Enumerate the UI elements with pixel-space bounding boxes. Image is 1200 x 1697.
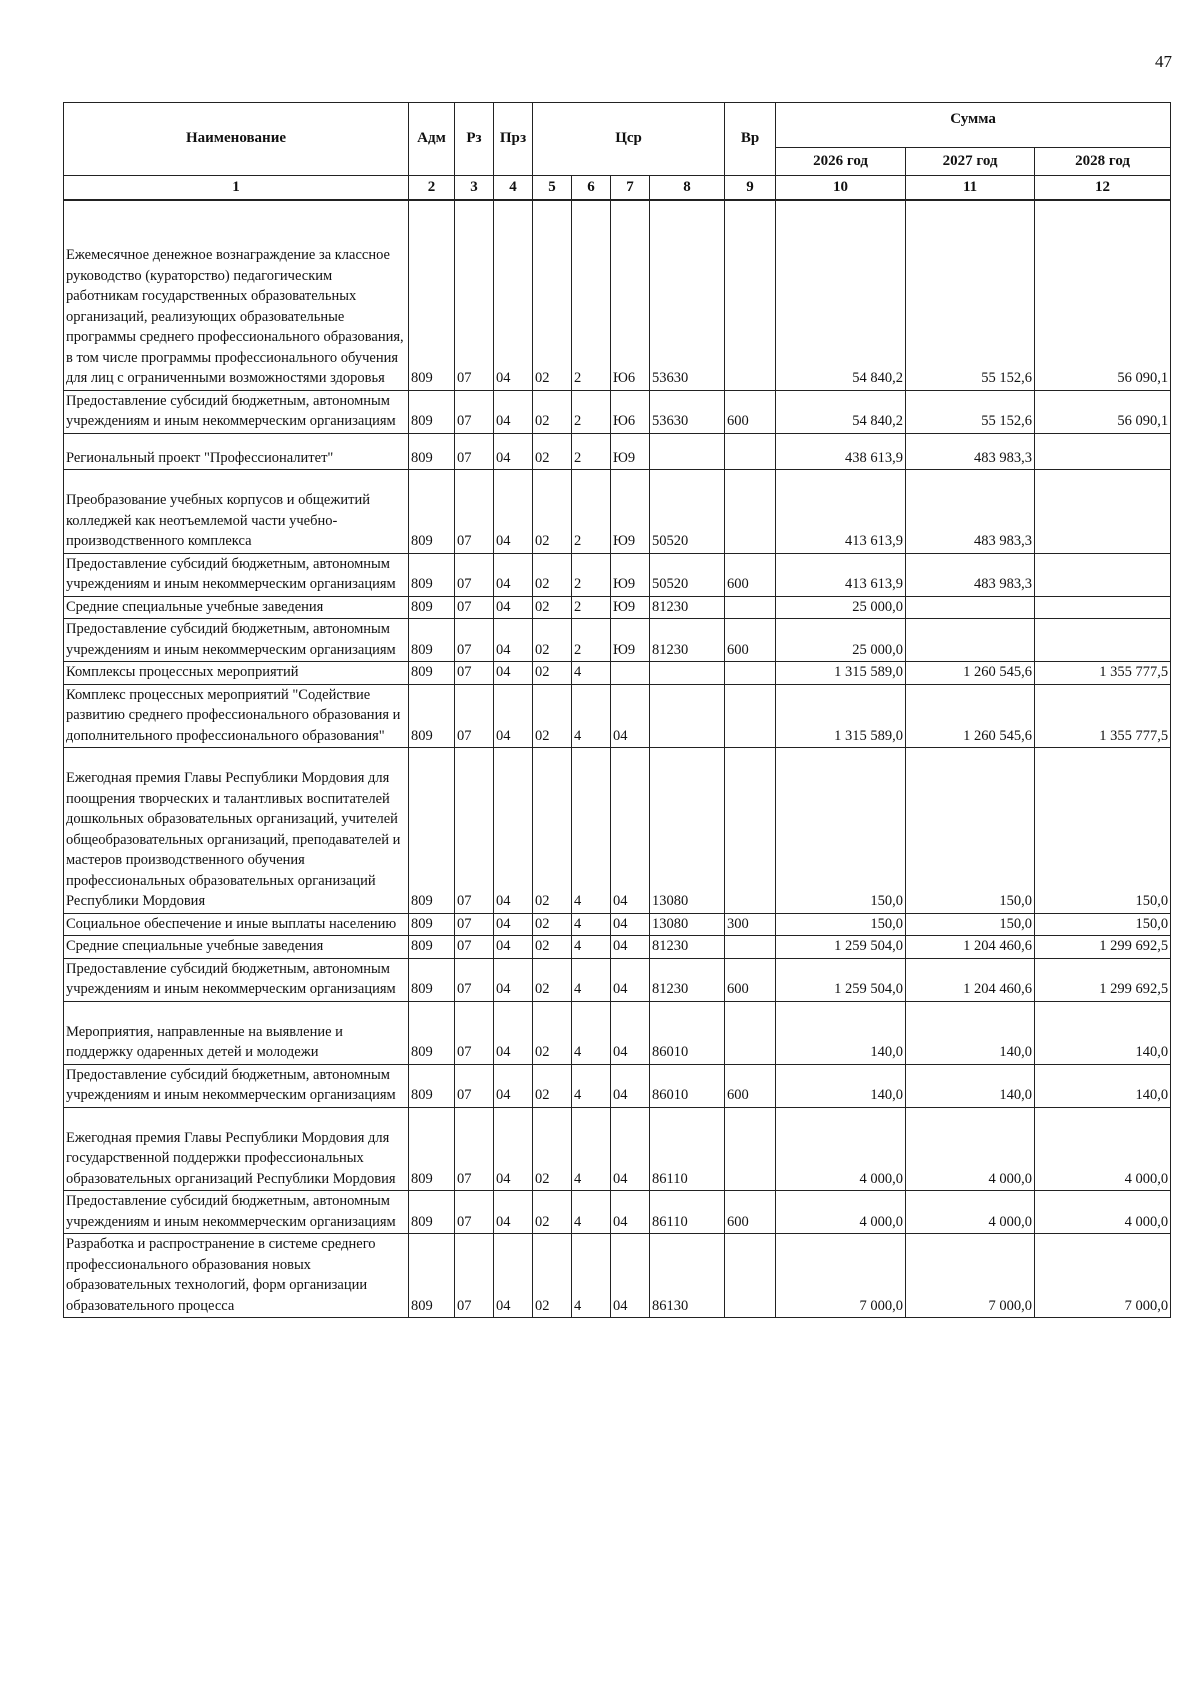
- cell-sum-2026: 413 613,9: [776, 470, 906, 554]
- cell-sum-2027: 7 000,0: [906, 1234, 1035, 1318]
- cell-rz: 07: [455, 958, 494, 1001]
- cell-csr-6: 4: [572, 958, 611, 1001]
- cell-adm: 809: [409, 913, 455, 936]
- cell-sum-2026: 150,0: [776, 913, 906, 936]
- cell-csr-7: Ю9: [611, 553, 650, 596]
- cell-name: Разработка и распространение в системе среднего профессионального образования новых образовательных технологий, форм организации образовательного процесса: [64, 1234, 409, 1318]
- cell-csr-7: Ю9: [611, 619, 650, 662]
- cell-prz: 04: [494, 470, 533, 554]
- cell-adm: 809: [409, 1234, 455, 1318]
- table-row: [64, 1191, 1171, 1234]
- col-number: 11: [906, 176, 1035, 201]
- col-number: 7: [611, 176, 650, 201]
- cell-csr-8: 81230: [650, 596, 725, 619]
- cell-sum-2027: 150,0: [906, 913, 1035, 936]
- cell-csr-6: 2: [572, 200, 611, 390]
- cell-name: Комплексы процессных мероприятий: [64, 662, 409, 685]
- cell-adm: 809: [409, 553, 455, 596]
- cell-rz: 07: [455, 1064, 494, 1107]
- cell-sum-2028: 56 090,1: [1035, 200, 1171, 390]
- cell-prz: 04: [494, 433, 533, 470]
- header-year-2026: 2026 год: [776, 148, 906, 176]
- cell-vr: 600: [725, 1064, 776, 1107]
- table-row: [64, 662, 1171, 685]
- cell-vr: [725, 1107, 776, 1191]
- cell-sum-2026: 1 259 504,0: [776, 958, 906, 1001]
- cell-rz: 07: [455, 619, 494, 662]
- cell-vr: 600: [725, 619, 776, 662]
- cell-rz: 07: [455, 748, 494, 914]
- cell-csr-5: 02: [533, 1064, 572, 1107]
- cell-csr-5: 02: [533, 200, 572, 390]
- cell-sum-2026: 7 000,0: [776, 1234, 906, 1318]
- cell-rz: 07: [455, 684, 494, 748]
- col-number: 12: [1035, 176, 1171, 201]
- table-row: [64, 596, 1171, 619]
- cell-csr-8: 86110: [650, 1191, 725, 1234]
- cell-sum-2026: 1 315 589,0: [776, 684, 906, 748]
- table-row: [64, 619, 1171, 662]
- cell-csr-5: 02: [533, 619, 572, 662]
- cell-adm: 809: [409, 1107, 455, 1191]
- cell-adm: 809: [409, 1064, 455, 1107]
- cell-csr-5: 02: [533, 390, 572, 433]
- header-adm: Адм: [409, 103, 455, 176]
- cell-sum-2028: 150,0: [1035, 748, 1171, 914]
- cell-name: Предоставление субсидий бюджетным, автономным учреждениям и иным некоммерческим организациям: [64, 1064, 409, 1107]
- table-row: [64, 958, 1171, 1001]
- cell-prz: 04: [494, 1001, 533, 1064]
- cell-csr-6: 4: [572, 684, 611, 748]
- cell-name: Предоставление субсидий бюджетным, автономным учреждениям и иным некоммерческим организациям: [64, 958, 409, 1001]
- cell-csr-5: 02: [533, 433, 572, 470]
- cell-csr-6: 4: [572, 936, 611, 959]
- cell-sum-2028: 4 000,0: [1035, 1191, 1171, 1234]
- cell-sum-2027: [906, 596, 1035, 619]
- cell-sum-2028: [1035, 596, 1171, 619]
- cell-sum-2027: 1 204 460,6: [906, 958, 1035, 1001]
- cell-sum-2026: 54 840,2: [776, 200, 906, 390]
- cell-sum-2026: 1 259 504,0: [776, 936, 906, 959]
- cell-adm: 809: [409, 1001, 455, 1064]
- cell-name: Средние специальные учебные заведения: [64, 596, 409, 619]
- col-number: 8: [650, 176, 725, 201]
- cell-csr-6: 2: [572, 596, 611, 619]
- cell-csr-5: 02: [533, 958, 572, 1001]
- cell-csr-7: 04: [611, 936, 650, 959]
- cell-rz: 07: [455, 1107, 494, 1191]
- cell-sum-2027: 483 983,3: [906, 470, 1035, 554]
- cell-csr-5: 02: [533, 1234, 572, 1318]
- cell-sum-2027: 140,0: [906, 1001, 1035, 1064]
- cell-prz: 04: [494, 1234, 533, 1318]
- cell-sum-2026: 25 000,0: [776, 619, 906, 662]
- cell-name: Предоставление субсидий бюджетным, автономным учреждениям и иным некоммерческим организациям: [64, 553, 409, 596]
- header-sum: Сумма: [776, 103, 1171, 148]
- cell-rz: 07: [455, 662, 494, 685]
- table-row: [64, 913, 1171, 936]
- cell-csr-7: 04: [611, 684, 650, 748]
- cell-adm: 809: [409, 1191, 455, 1234]
- cell-csr-6: 4: [572, 662, 611, 685]
- cell-prz: 04: [494, 200, 533, 390]
- cell-adm: 809: [409, 200, 455, 390]
- cell-name: Предоставление субсидий бюджетным, автономным учреждениям и иным некоммерческим организациям: [64, 390, 409, 433]
- cell-csr-5: 02: [533, 748, 572, 914]
- cell-csr-7: 04: [611, 748, 650, 914]
- cell-csr-6: 4: [572, 1001, 611, 1064]
- table-row: [64, 1234, 1171, 1318]
- cell-sum-2028: 140,0: [1035, 1001, 1171, 1064]
- cell-vr: 600: [725, 1191, 776, 1234]
- cell-prz: 04: [494, 684, 533, 748]
- cell-adm: 809: [409, 662, 455, 685]
- budget-table: [63, 102, 1171, 1318]
- cell-vr: [725, 936, 776, 959]
- cell-csr-5: 02: [533, 936, 572, 959]
- cell-csr-8: [650, 684, 725, 748]
- cell-name: Предоставление субсидий бюджетным, автономным учреждениям и иным некоммерческим организациям: [64, 1191, 409, 1234]
- page-number: 47: [1155, 52, 1172, 71]
- cell-sum-2028: 1 355 777,5: [1035, 662, 1171, 685]
- cell-vr: 300: [725, 913, 776, 936]
- cell-sum-2027: 1 260 545,6: [906, 684, 1035, 748]
- cell-name: Средние специальные учебные заведения: [64, 936, 409, 959]
- cell-csr-8: 86010: [650, 1001, 725, 1064]
- cell-sum-2028: 4 000,0: [1035, 1107, 1171, 1191]
- cell-name: Комплекс процессных мероприятий "Содействие развитию среднего профессионального образования и дополнительного профессионального образования": [64, 684, 409, 748]
- cell-csr-8: 86110: [650, 1107, 725, 1191]
- cell-name: Региональный проект "Профессионалитет": [64, 433, 409, 470]
- cell-csr-7: Ю9: [611, 470, 650, 554]
- cell-sum-2027: 55 152,6: [906, 200, 1035, 390]
- cell-csr-6: 4: [572, 748, 611, 914]
- cell-csr-5: 02: [533, 684, 572, 748]
- cell-rz: 07: [455, 433, 494, 470]
- table-row: [64, 1107, 1171, 1191]
- cell-prz: 04: [494, 596, 533, 619]
- cell-prz: 04: [494, 1064, 533, 1107]
- cell-vr: [725, 433, 776, 470]
- cell-sum-2026: 140,0: [776, 1064, 906, 1107]
- cell-name: Преобразование учебных корпусов и общежитий колледжей как неотъемлемой части учебно-производственного комплекса: [64, 470, 409, 554]
- cell-csr-7: 04: [611, 958, 650, 1001]
- cell-sum-2026: 4 000,0: [776, 1191, 906, 1234]
- col-number: 6: [572, 176, 611, 201]
- cell-rz: 07: [455, 936, 494, 959]
- cell-csr-7: 04: [611, 913, 650, 936]
- cell-csr-8: 81230: [650, 958, 725, 1001]
- cell-name: Ежегодная премия Главы Республики Мордовия для государственной поддержки профессиональных образовательных организаций Республики Мордовия: [64, 1107, 409, 1191]
- cell-vr: [725, 1001, 776, 1064]
- cell-prz: 04: [494, 390, 533, 433]
- cell-csr-5: 02: [533, 553, 572, 596]
- cell-prz: 04: [494, 619, 533, 662]
- cell-adm: 809: [409, 684, 455, 748]
- cell-vr: 600: [725, 390, 776, 433]
- cell-csr-6: 4: [572, 1107, 611, 1191]
- cell-sum-2028: 150,0: [1035, 913, 1171, 936]
- table-row: [64, 390, 1171, 433]
- cell-rz: 07: [455, 1001, 494, 1064]
- cell-rz: 07: [455, 1234, 494, 1318]
- cell-rz: 07: [455, 1191, 494, 1234]
- cell-sum-2026: 140,0: [776, 1001, 906, 1064]
- cell-csr-5: 02: [533, 913, 572, 936]
- cell-csr-6: 4: [572, 1234, 611, 1318]
- cell-csr-8: 13080: [650, 748, 725, 914]
- cell-sum-2028: 7 000,0: [1035, 1234, 1171, 1318]
- cell-sum-2026: 413 613,9: [776, 553, 906, 596]
- cell-csr-8: 53630: [650, 390, 725, 433]
- cell-sum-2027: 1 204 460,6: [906, 936, 1035, 959]
- cell-csr-8: 81230: [650, 619, 725, 662]
- cell-vr: [725, 748, 776, 914]
- column-numbers-row: [64, 176, 1171, 201]
- cell-vr: [725, 684, 776, 748]
- cell-adm: 809: [409, 936, 455, 959]
- cell-csr-5: 02: [533, 1107, 572, 1191]
- table-header: [64, 103, 1171, 201]
- cell-sum-2027: 483 983,3: [906, 553, 1035, 596]
- cell-csr-7: Ю6: [611, 200, 650, 390]
- cell-adm: 809: [409, 958, 455, 1001]
- cell-rz: 07: [455, 470, 494, 554]
- cell-sum-2026: 4 000,0: [776, 1107, 906, 1191]
- cell-name: Ежемесячное денежное вознаграждение за классное руководство (кураторство) педагогическим работникам государственных образовательных организаций, реализующих образовательные программы среднего профессионального образования, в том числе программы профессионального обучения для лиц с ограниченными возможностями здоровья: [64, 200, 409, 390]
- table-row: [64, 553, 1171, 596]
- cell-prz: 04: [494, 913, 533, 936]
- cell-csr-6: 2: [572, 619, 611, 662]
- cell-name: Предоставление субсидий бюджетным, автономным учреждениям и иным некоммерческим организациям: [64, 619, 409, 662]
- cell-csr-7: Ю9: [611, 596, 650, 619]
- cell-adm: 809: [409, 748, 455, 914]
- cell-csr-8: 50520: [650, 470, 725, 554]
- cell-sum-2028: 1 299 692,5: [1035, 936, 1171, 959]
- cell-sum-2027: 140,0: [906, 1064, 1035, 1107]
- cell-sum-2027: 55 152,6: [906, 390, 1035, 433]
- cell-csr-8: 86130: [650, 1234, 725, 1318]
- cell-csr-6: 2: [572, 433, 611, 470]
- table-row: [64, 1001, 1171, 1064]
- cell-sum-2027: 4 000,0: [906, 1107, 1035, 1191]
- cell-csr-8: 13080: [650, 913, 725, 936]
- cell-prz: 04: [494, 1191, 533, 1234]
- table-body: [64, 200, 1171, 1318]
- cell-csr-6: 2: [572, 470, 611, 554]
- cell-sum-2026: 54 840,2: [776, 390, 906, 433]
- cell-prz: 04: [494, 662, 533, 685]
- cell-csr-5: 02: [533, 1001, 572, 1064]
- cell-sum-2027: 1 260 545,6: [906, 662, 1035, 685]
- table-row: [64, 748, 1171, 914]
- cell-adm: 809: [409, 596, 455, 619]
- cell-adm: 809: [409, 390, 455, 433]
- cell-name: Социальное обеспечение и иные выплаты населению: [64, 913, 409, 936]
- cell-rz: 07: [455, 553, 494, 596]
- cell-csr-7: [611, 662, 650, 685]
- cell-sum-2028: [1035, 470, 1171, 554]
- cell-prz: 04: [494, 553, 533, 596]
- cell-name: Мероприятия, направленные на выявление и поддержку одаренных детей и молодежи: [64, 1001, 409, 1064]
- table-row: [64, 684, 1171, 748]
- cell-csr-5: 02: [533, 662, 572, 685]
- cell-vr: 600: [725, 553, 776, 596]
- cell-prz: 04: [494, 958, 533, 1001]
- header-year-2027: 2027 год: [906, 148, 1035, 176]
- cell-sum-2027: 150,0: [906, 748, 1035, 914]
- cell-csr-8: 53630: [650, 200, 725, 390]
- cell-csr-8: 86010: [650, 1064, 725, 1107]
- cell-prz: 04: [494, 936, 533, 959]
- cell-sum-2026: 438 613,9: [776, 433, 906, 470]
- cell-sum-2028: [1035, 433, 1171, 470]
- header-vr: Вр: [725, 103, 776, 176]
- cell-csr-7: 04: [611, 1234, 650, 1318]
- cell-sum-2028: 56 090,1: [1035, 390, 1171, 433]
- cell-prz: 04: [494, 748, 533, 914]
- table-row: [64, 1064, 1171, 1107]
- header-rz: Рз: [455, 103, 494, 176]
- cell-csr-8: [650, 433, 725, 470]
- col-number: 1: [64, 176, 409, 201]
- cell-adm: 809: [409, 619, 455, 662]
- cell-vr: [725, 596, 776, 619]
- cell-sum-2026: 1 315 589,0: [776, 662, 906, 685]
- cell-csr-7: 04: [611, 1001, 650, 1064]
- cell-sum-2026: 150,0: [776, 748, 906, 914]
- col-number: 9: [725, 176, 776, 201]
- cell-vr: [725, 470, 776, 554]
- cell-sum-2028: [1035, 619, 1171, 662]
- cell-adm: 809: [409, 470, 455, 554]
- header-name: Наименование: [64, 103, 409, 176]
- col-number: 10: [776, 176, 906, 201]
- col-number: 5: [533, 176, 572, 201]
- cell-csr-6: 4: [572, 1064, 611, 1107]
- cell-csr-5: 02: [533, 470, 572, 554]
- col-number: 2: [409, 176, 455, 201]
- cell-vr: [725, 662, 776, 685]
- cell-adm: 809: [409, 433, 455, 470]
- cell-csr-7: 04: [611, 1064, 650, 1107]
- cell-sum-2028: 1 299 692,5: [1035, 958, 1171, 1001]
- cell-csr-5: 02: [533, 596, 572, 619]
- cell-csr-7: Ю9: [611, 433, 650, 470]
- cell-sum-2027: [906, 619, 1035, 662]
- cell-csr-6: 4: [572, 913, 611, 936]
- header-year-2028: 2028 год: [1035, 148, 1171, 176]
- table-row: [64, 433, 1171, 470]
- cell-sum-2026: 25 000,0: [776, 596, 906, 619]
- header-prz: Прз: [494, 103, 533, 176]
- cell-rz: 07: [455, 913, 494, 936]
- cell-sum-2027: 483 983,3: [906, 433, 1035, 470]
- cell-vr: 600: [725, 958, 776, 1001]
- cell-rz: 07: [455, 596, 494, 619]
- cell-sum-2028: [1035, 553, 1171, 596]
- cell-sum-2028: 140,0: [1035, 1064, 1171, 1107]
- cell-vr: [725, 1234, 776, 1318]
- cell-sum-2028: 1 355 777,5: [1035, 684, 1171, 748]
- cell-vr: [725, 200, 776, 390]
- cell-name: Ежегодная премия Главы Республики Мордовия для поощрения творческих и талантливых воспитателей дошкольных образовательных организаций, учителей общеобразовательных организаций, преподавателей и мастеров производственного обучения профессиональных образовательных организаций Республики Мордовия: [64, 748, 409, 914]
- cell-rz: 07: [455, 200, 494, 390]
- cell-csr-7: 04: [611, 1107, 650, 1191]
- cell-csr-5: 02: [533, 1191, 572, 1234]
- cell-csr-8: [650, 662, 725, 685]
- col-number: 3: [455, 176, 494, 201]
- cell-csr-6: 2: [572, 390, 611, 433]
- header-csr: Цср: [533, 103, 725, 176]
- table-row: [64, 936, 1171, 959]
- cell-csr-6: 2: [572, 553, 611, 596]
- col-number: 4: [494, 176, 533, 201]
- cell-prz: 04: [494, 1107, 533, 1191]
- table-row: [64, 200, 1171, 390]
- cell-sum-2027: 4 000,0: [906, 1191, 1035, 1234]
- cell-csr-7: 04: [611, 1191, 650, 1234]
- cell-csr-7: Ю6: [611, 390, 650, 433]
- cell-rz: 07: [455, 390, 494, 433]
- cell-csr-8: 50520: [650, 553, 725, 596]
- cell-csr-6: 4: [572, 1191, 611, 1234]
- cell-csr-8: 81230: [650, 936, 725, 959]
- table-row: [64, 470, 1171, 554]
